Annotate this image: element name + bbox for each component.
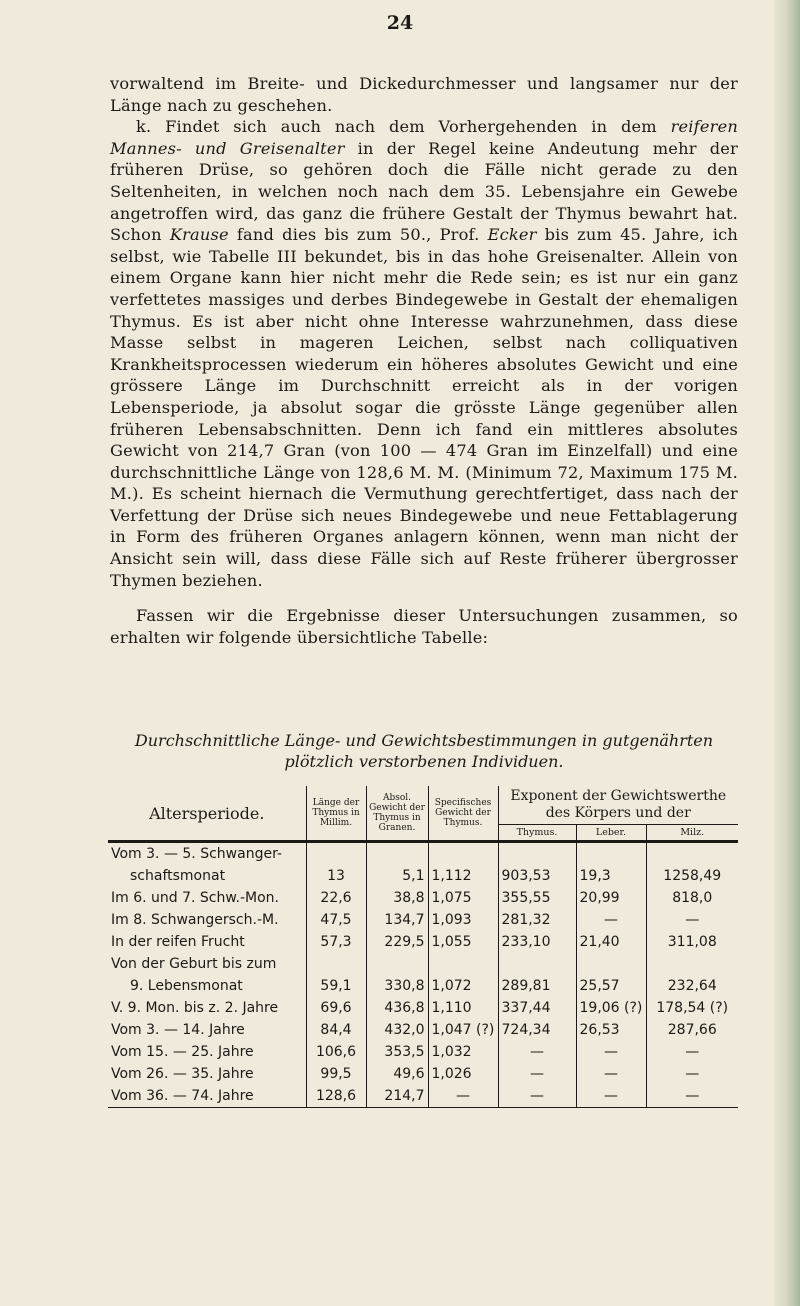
cell-weight: 38,8 <box>366 887 428 909</box>
cell-spleen: 1258,49 <box>646 865 738 887</box>
cell-specific: 1,093 <box>428 909 498 931</box>
cell-period: Vom 15. — 25. Jahre <box>111 1044 254 1060</box>
cell-liver: — <box>576 1063 646 1085</box>
cell-liver: — <box>576 1085 646 1108</box>
cell-spleen: 232,64 <box>646 975 738 997</box>
cell-length <box>306 842 366 866</box>
table-row <box>108 931 738 953</box>
table-row <box>108 997 738 1019</box>
cell-period: 9. Lebensmonat <box>130 978 243 994</box>
cell-weight: 5,1 <box>366 865 428 887</box>
table-caption <box>110 730 738 772</box>
header-liver: Leber. <box>576 825 646 842</box>
cell-thymus: 355,55 <box>498 887 576 909</box>
cell-weight <box>366 842 428 866</box>
cell-spleen: — <box>646 909 738 931</box>
cell-length: 13 <box>306 865 366 887</box>
table-row <box>108 1063 738 1085</box>
cell-period: Von der Geburt bis zum <box>111 956 277 972</box>
cell-specific: 1,072 <box>428 975 498 997</box>
header-specific: Specifisches Gewicht der Thymus. <box>428 786 498 842</box>
cell-liver: 21,40 <box>576 931 646 953</box>
cell-specific: 1,112 <box>428 865 498 887</box>
italic-run: reiferen Mannes- und Greisenalter <box>110 117 738 158</box>
cell-thymus: 724,34 <box>498 1019 576 1041</box>
cell-liver: 20,99 <box>576 887 646 909</box>
cell-period: In der reifen Frucht <box>111 934 245 950</box>
cell-spleen: 311,08 <box>646 931 738 953</box>
cell-thymus: — <box>498 1063 576 1085</box>
cell-specific: 1,055 <box>428 931 498 953</box>
table-row <box>108 953 738 975</box>
cell-specific: 1,110 <box>428 997 498 1019</box>
paragraph <box>110 116 738 591</box>
cell-spleen: 178,54 (?) <box>646 997 738 1019</box>
table-row <box>108 1019 738 1041</box>
cell-length: 47,5 <box>306 909 366 931</box>
cell-weight: 229,5 <box>366 931 428 953</box>
header-period: Altersperiode. <box>108 786 306 842</box>
text-run: vorwaltend im Breite- und Dickedurchmesser und langsamer nur der Länge nach zu geschehen. <box>110 74 738 115</box>
caption-line-2: plötzlich verstorbenen Individuen. <box>284 752 564 771</box>
cell-thymus <box>498 953 576 975</box>
cell-specific <box>428 953 498 975</box>
text-run: fand dies bis zum 50., Prof. <box>228 225 488 245</box>
cell-specific: — <box>428 1085 498 1108</box>
text-run: Fassen wir die Ergebnisse dieser Untersuchungen zusammen, so erhalten wir folgende übersichtliche Tabelle: <box>110 606 738 647</box>
cell-specific: 1,047 (?) <box>428 1019 498 1041</box>
cell-liver: 26,53 <box>576 1019 646 1041</box>
cell-weight: 134,7 <box>366 909 428 931</box>
header-thymus: Thymus. <box>498 825 576 842</box>
table-row <box>108 1041 738 1063</box>
header-weight: Absol. Gewicht der Thymus in Granen. <box>366 786 428 842</box>
cell-spleen: — <box>646 1085 738 1108</box>
italic-run: Krause <box>169 225 229 245</box>
text-run: bis zum 45. Jahre, ich selbst, wie Tabelle III bekundet, bis in das hohe Greisenalter. Allein von einem Organe kann hier nicht mehr die Rede sein; es ist nur ein ganz verfettetes massiges und derbes Bindegewebe in Gestalt der ehemaligen Thymus. Es ist aber nicht ohne Interesse wahrzunehmen, dass diese Masse selbst in mageren Leichen, selbst nach colliquativen Krankheitsprocessen wiederum ein höheres absolutes Gewicht und eine grössere Länge im Durchschnitt erreicht als in der vorigen Lebensperiode, ja absolut sogar die grösste Länge gegenüber allen früheren Lebensabschnitten. Denn ich fand ein mittleres absolutes Gewicht von 214,7 Gran (von 100 — 474 Gran im Einzelfall) und eine durchschnittliche Länge von 128,6 M. M. (Minimum 72, Maximum 175 M. M.). Es scheint hiernach die Vermuthung gerechtfertiget, dass nach der Verfettung der Drüse sich neues Bindegewebe und neue Fettablagerung in Form des früheren Organes anlagern können, wenn man nicht der Ansicht sein will, dass diese Fälle sich auf Reste früherer übergrosser Thymen beziehen. <box>110 225 738 590</box>
cell-period: V. 9. Mon. bis z. 2. Jahre <box>111 1000 279 1016</box>
cell-specific: 1,026 <box>428 1063 498 1085</box>
italic-run: Ecker <box>487 225 537 245</box>
table-body <box>108 842 738 1108</box>
cell-length: 99,5 <box>306 1063 366 1085</box>
cell-spleen <box>646 842 738 866</box>
cell-length: 69,6 <box>306 997 366 1019</box>
cell-length: 59,1 <box>306 975 366 997</box>
header-spleen: Milz. <box>646 825 738 842</box>
cell-weight: 330,8 <box>366 975 428 997</box>
cell-liver: — <box>576 1041 646 1063</box>
table-row <box>108 909 738 931</box>
cell-period: Im 8. Schwangersch.-M. <box>111 912 279 928</box>
cell-liver <box>576 842 646 866</box>
header-length: Länge der Thymus in Millim. <box>306 786 366 842</box>
text-run: k. Findet sich auch nach dem Vorhergehenden in dem <box>136 117 671 137</box>
cell-thymus: 233,10 <box>498 931 576 953</box>
cell-length <box>306 953 366 975</box>
table-row <box>108 865 738 887</box>
cell-weight: 214,7 <box>366 1085 428 1108</box>
cell-spleen: 818,0 <box>646 887 738 909</box>
cell-length: 128,6 <box>306 1085 366 1108</box>
cell-liver: 25,57 <box>576 975 646 997</box>
cell-length: 84,4 <box>306 1019 366 1041</box>
table-row <box>108 975 738 997</box>
paragraph <box>110 605 738 648</box>
cell-liver: — <box>576 909 646 931</box>
text-run: in der Regel keine Andeutung mehr der früheren Drüse, so gehören doch die Fälle nicht gerade zu den Seltenheiten, in welchen noch nach dem 35. Lebensjahre ein Gewebe angetroffen wird, das ganz die frühere Gestalt der Thymus bewahrt hat. Schon <box>110 138 738 245</box>
cell-thymus: — <box>498 1041 576 1063</box>
cell-spleen: — <box>646 1041 738 1063</box>
table-row <box>108 842 738 866</box>
cell-thymus: 903,53 <box>498 865 576 887</box>
cell-spleen <box>646 953 738 975</box>
cell-liver: 19,06 (?) <box>576 997 646 1019</box>
cell-thymus: 281,32 <box>498 909 576 931</box>
page-edge <box>774 0 800 1306</box>
cell-liver: 19,3 <box>576 865 646 887</box>
cell-weight: 432,0 <box>366 1019 428 1041</box>
caption-line-1: Durchschnittliche Länge- und Gewichtsbestimmungen in gutgenährten <box>134 731 714 750</box>
cell-spleen: 287,66 <box>646 1019 738 1041</box>
cell-weight: 353,5 <box>366 1041 428 1063</box>
cell-weight: 436,8 <box>366 997 428 1019</box>
page-number: 24 <box>386 12 414 34</box>
cell-weight <box>366 953 428 975</box>
summary-table <box>108 786 738 1108</box>
cell-length: 22,6 <box>306 887 366 909</box>
cell-length: 106,6 <box>306 1041 366 1063</box>
cell-thymus: — <box>498 1085 576 1108</box>
cell-length: 57,3 <box>306 931 366 953</box>
cell-period: Vom 3. — 14. Jahre <box>111 1022 245 1038</box>
table-row <box>108 1085 738 1108</box>
cell-weight: 49,6 <box>366 1063 428 1085</box>
cell-specific: 1,075 <box>428 887 498 909</box>
cell-specific <box>428 842 498 866</box>
cell-spleen: — <box>646 1063 738 1085</box>
cell-thymus: 289,81 <box>498 975 576 997</box>
cell-period: Vom 26. — 35. Jahre <box>111 1066 254 1082</box>
header-exponent: Exponent der Gewichtswerthe des Körpers und der <box>498 786 738 825</box>
body-text <box>110 73 738 648</box>
cell-period: Vom 3. — 5. Schwanger- <box>111 846 282 862</box>
cell-period: Vom 36. — 74. Jahre <box>108 1085 306 1108</box>
table-row <box>108 887 738 909</box>
cell-liver <box>576 953 646 975</box>
cell-thymus <box>498 842 576 866</box>
cell-thymus: 337,44 <box>498 997 576 1019</box>
cell-specific: 1,032 <box>428 1041 498 1063</box>
cell-period: schaftsmonat <box>130 868 226 884</box>
cell-period: Im 6. und 7. Schw.-Mon. <box>111 890 280 906</box>
paragraph <box>110 73 738 116</box>
